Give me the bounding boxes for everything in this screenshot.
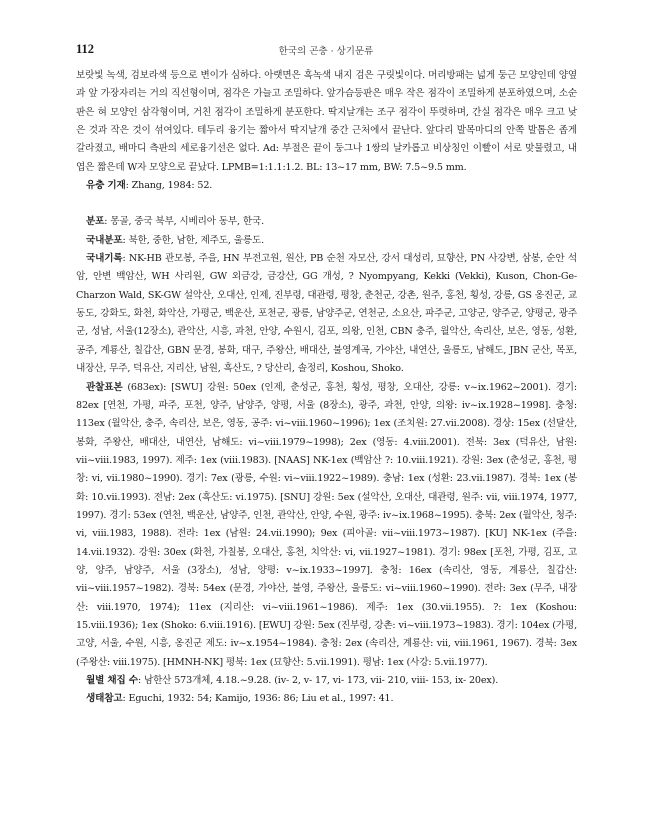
ecology-refs-text: : Eguchi, 1932: 54; Kamijo, 1936: 86; Liu et al., 1997: 41. — [122, 693, 394, 705]
monthly-collection-entry — [76, 672, 577, 690]
ecology-refs-label: 생태참고 — [86, 693, 123, 705]
running-title: 한국의 곤충 · 상기문류 — [278, 46, 374, 57]
monthly-collection-label: 월별 채집 수 — [86, 675, 138, 686]
ecology-refs-entry — [76, 690, 577, 708]
description-paragraph: 보랏빛 녹색, 검보라색 등으로 변이가 심하다. 아랫면은 흑녹색 내지 검은 구릿빛이다. 머리방패는 넓게 둥근 모양인데 양옆과 앞 가장자리는 거의 직선형이며, 점각은 가늘고 조밀하다. 앞가슴등판은 매우 작은 점각이 조밀하게 분포하였으며, 소순판은 혀 모양인 삼각형이며, 거친 점각이 조밀하게 분포한다. 딱지날개는 조구 점각이 뚜렷하며, 간실 점각은 매우 크고 낮은 것과 작은 것이 섞여있다. 테두리 융기는 짧아서 딱지날개 중간 근처에서 끝난다. 앞다리 발목마디의 안쪽 발톱은 좁게 갈라졌고, 배마디 측판의 세로융기선은 없다. Ad: 부절은 끝이 둥그나 1쌍의 날카롭고 비상칭인 이빨이 서로 맞물렸고, 내엽은 짧은데 W자 모양으로 끝났다. LPMB=1:1.1:1.2. BL: 13~17 mm, BW: 7.5~9.5 mm. — [76, 70, 577, 173]
monthly-collection-text: : 남한산 573개체, 4.18.~9.28. (iv- 2, v- 17, vi- 173, vii- 210, viii- 153, ix- 20ex). — [137, 675, 499, 686]
page-header — [76, 42, 576, 60]
domestic-records-entry — [76, 250, 577, 378]
distribution-label: 분포 — [86, 216, 105, 228]
page-body — [76, 67, 577, 709]
domestic-distribution-text: : 북한, 중한, 남한, 제주도, 울릉도. — [122, 234, 264, 246]
specimens-entry — [76, 379, 577, 673]
domestic-distribution-label: 국내분포 — [86, 234, 123, 246]
specimens-text: (683ex): [SWU] 강원: 50ex (인제, 춘성군, 홍천, 횡성, 평창, 오대산, 강릉: v~ix.1962~2001). 경기: 82ex [연천, 가평, 파주, 포천, 양주, 남양주, 양평, 서울 (8장소), 광주, 과천, 안양, 의왕: iv~ix.1928~1998]. 충청: 113ex (월악산, 충주, 속리산, 보은, 영동, 공주: vi~viii.1960~1996); 1ex (조치원: 27.vii.2008). 경상: 15ex (선달산, 봉화, 주왕산, 배대산, 내연산, 남해도: vi~viii.1979~1998); 2ex (영동: 4.viii.2001). 전북: 3ex (덕유산, 남원: vii~viii.1983, 1997). 제주: 1ex (viii.1983). [NAAS] NK-1ex (백암산 ?: 10.viii.1921). 강원: 3ex (춘성군, 홍천, 평창: vi, vii.1980~1990). 경기: 7ex (광릉, 수원: vi~viii.1922~1989). 충남: 1ex (성환: 23.vii.1987). 경북: 1ex (봉화: 10.vii.1993). 전남: 2ex (흑산도: vi.1975). [SNU] 강원: 5ex (설악산, 오대산, 대관령, 원주: vii, viii.1974, 1977, 1997). 경기: 53ex (연천, 백운산, 남양주, 인천, 관악산, 안양, 수원, 광주: iv~ix.1968~1995). 충북: 2ex (월악산, 청주: vi, viii.1983, 1988). 전라: 1ex (남원: 24.vii.1990); 9ex (피아골: vii~viii.1973~1987). [KU] NK-1ex (주을: 14.vii.1932). 강원: 30ex (화천, 가칠봉, 오대산, 홍천, 치악산: vi, vii.1927~1981). 경기: 98ex [포천, 가평, 김포, 고양, 양주, 남양주, 서울 (3장소), 성남, 양평: v~ix.1933~1997]. 충청: 16ex (속리산, 영동, 계룡산, 칠갑산: vii~viii.1957~1982). 경북: 54ex (문경, 가야산, 불영, 주왕산, 울릉도: vi~viii.1960~1990). 전라: 3ex (무주, 내장산: viii.1970, 1974); 11ex (지리산: vi~viii.1961~1986). 제주: 1ex (30.vii.1955). ?: 1ex (Koshou: 15.viii.1936); 1ex (Shoko: 6.viii.1916). [EWU] 강원: 5ex (진부령, 강촌: vi~viii.1973~1983). 경기: 104ex (가평, 고양, 서울, 수원, 시흥, 옹진군 제도: iv~x.1954~1984). 충청: 2ex (속리산, 계룡산: vii, viii.1961, 1967). 경북: 3ex (주왕산: viii.1975). [HMNH-NK] 평북: 1ex (묘향산: 5.vii.1991). 평남: 1ex (사강: 5.vii.1977). — [76, 381, 578, 668]
distribution-entry — [76, 213, 577, 231]
domestic-records-label: 국내기록 — [86, 253, 123, 265]
section-gap — [76, 195, 577, 213]
type-record-entry — [76, 177, 577, 195]
type-record-text: : Zhang, 1984: 52. — [125, 180, 213, 192]
type-record-label: 유충 기재 — [86, 180, 126, 192]
specimens-label: 관찰표본 — [86, 381, 123, 393]
domestic-distribution-entry — [76, 232, 577, 250]
page-number: 112 — [76, 42, 95, 56]
domestic-records-text: : NK-HB 관모봉, 주을, HN 부전고원, 원산, PB 순천 자모산, 강서 대성리, 묘향산, PN 사강변, 삼봉, 순안 석암, 안변 백암산, WH 사리원, GW 외금강, 금강산, GG 개성, ? Nyompyang, Kekki (Vekki), Kuson, Chon-Ge-Charzon Wald, SK-GW 설악산, 오대산, 인제, 진부령, 대관령, 평창, 춘천군, 강촌, 원주, 홍천, 횡성, 강릉, GS 옹진군, 교동도, 강화도, 화천, 화악산, 가평군, 백운산, 포천군, 광릉, 남양주군, 연천군, 소요산, 파주군, 고양군, 양주군, 양평군, 광주군, 성남, 서울(12장소), 관악산, 시흥, 과천, 안양, 수원시, 김포, 의왕, 인천, CBN 충주, 월악산, 속리산, 보은, 영동, 성환, 공주, 계룡산, 칠갑산, GBN 문경, 봉화, 대구, 주왕산, 배대산, 불영계곡, 가야산, 내연산, 울릉도, 남해도, JBN 군산, 목포, 내장산, 무주, 덕유산, 지리산, 남원, 흑산도, ? 당산리, 솔정리, Koshou, Shoko. — [76, 253, 577, 375]
distribution-text: : 몽골, 중국 북부, 시베리아 동부, 한국. — [104, 216, 264, 228]
